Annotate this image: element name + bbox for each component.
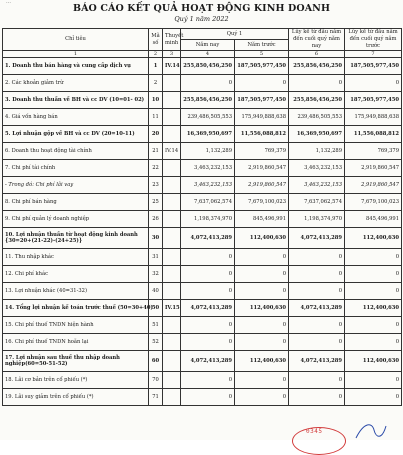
- row-label: 10. Lợi nhuận thuần từ hoạt động kinh doanh {30=20+(21-22)-(24+25)}: [3, 228, 149, 249]
- row-note: [163, 177, 181, 194]
- row-value: 4,072,413,289: [289, 351, 345, 372]
- table-row: [3, 194, 402, 211]
- row-label: 6. Doanh thu hoạt động tài chính: [3, 143, 149, 160]
- row-value: 0: [181, 75, 235, 92]
- page-title: BÁO CÁO KẾT QUẢ HOẠT ĐỘNG KINH DOANH: [72, 3, 331, 14]
- row-note: [163, 228, 181, 249]
- row-code: 26: [149, 211, 163, 228]
- row-value: 0: [289, 283, 345, 300]
- row-value: 845,496,991: [345, 211, 402, 228]
- row-label: 3. Doanh thu thuần về BH và cc DV (10=01- 02): [3, 92, 149, 109]
- row-label: 15. Chi phí thuế TNDN hiện hành: [3, 317, 149, 334]
- table-row: [3, 389, 402, 406]
- row-value: 0: [235, 75, 289, 92]
- row-note: [163, 317, 181, 334]
- row-value: 0: [289, 249, 345, 266]
- col-header-luy-ke-nam-nay: Lũy kế từ đầu năm đến cuối quý năm nay: [289, 29, 345, 51]
- row-value: 0: [235, 317, 289, 334]
- row-label: 16. Chi phí thuế TNDN hoãn lại: [3, 334, 149, 351]
- row-note: [163, 283, 181, 300]
- row-code: 21: [149, 143, 163, 160]
- row-value: 3,463,232,153: [181, 177, 235, 194]
- row-value: 2,919,860,547: [235, 177, 289, 194]
- row-value: 0: [235, 389, 289, 406]
- row-value: 2,919,860,547: [345, 160, 402, 177]
- stamp-number: 0345: [306, 428, 323, 435]
- row-value: 4,072,413,289: [181, 300, 235, 317]
- row-label: 12. Chi phí khác: [3, 266, 149, 283]
- col-header-nam-nay: Năm nay: [181, 40, 235, 51]
- row-value: 0: [345, 249, 402, 266]
- row-note: [163, 211, 181, 228]
- row-value: 1,198,374,970: [181, 211, 235, 228]
- row-value: 0: [345, 317, 402, 334]
- row-value: 845,496,991: [235, 211, 289, 228]
- row-value: 112,400,630: [345, 228, 402, 249]
- row-value: 769,379: [235, 143, 289, 160]
- row-value: 187,505,977,450: [235, 58, 289, 75]
- row-value: 0: [345, 334, 402, 351]
- row-code: 20: [149, 126, 163, 143]
- row-note: IV.15: [163, 300, 181, 317]
- table-row: [3, 109, 402, 126]
- col-header-luy-ke-nam-truoc: Lũy kế từ đầu năm đến cuối quý năm trước: [345, 29, 402, 51]
- income-statement-table: [2, 28, 402, 406]
- col-header-nam-truoc: Năm trước: [235, 40, 289, 51]
- row-label: 11. Thu nhập khác: [3, 249, 149, 266]
- row-label: 2. Các khoản giảm trừ: [3, 75, 149, 92]
- row-value: 112,400,630: [235, 228, 289, 249]
- row-value: 0: [345, 389, 402, 406]
- row-label: 17. Lợi nhuận sau thuế thu nhập doanh nghiệp(60=50-51-52): [3, 351, 149, 372]
- table-row: [3, 266, 402, 283]
- row-value: 175,949,888,638: [345, 109, 402, 126]
- row-value: 7,679,100,023: [235, 194, 289, 211]
- row-value: 112,400,630: [235, 300, 289, 317]
- row-note: [163, 160, 181, 177]
- index-cell: 6: [289, 51, 345, 58]
- row-note: [163, 126, 181, 143]
- table-row: [3, 126, 402, 143]
- col-header-thuyet-minh: Thuyết minh: [163, 29, 181, 51]
- row-value: 0: [181, 266, 235, 283]
- row-value: 3,463,232,153: [181, 160, 235, 177]
- row-note: [163, 75, 181, 92]
- table-row: [3, 160, 402, 177]
- row-value: 4,072,413,289: [181, 351, 235, 372]
- row-value: 3,463,232,153: [289, 160, 345, 177]
- row-code: 32: [149, 266, 163, 283]
- row-value: 255,856,456,250: [289, 58, 345, 75]
- row-note: [163, 194, 181, 211]
- row-value: 769,379: [345, 143, 402, 160]
- row-value: 0: [235, 266, 289, 283]
- row-value: 0: [235, 249, 289, 266]
- row-code: 70: [149, 372, 163, 389]
- row-label: 14. Tổng lợi nhuận kế toán trước thuế (50=30+40): [3, 300, 149, 317]
- row-label: 13. Lợi nhuận khác (40=31-32): [3, 283, 149, 300]
- row-label: 4. Giá vốn hàng bán: [3, 109, 149, 126]
- page-subtitle: Quý 1 năm 2022: [174, 15, 229, 23]
- row-label: 7. Chi phí tài chính: [3, 160, 149, 177]
- row-note: [163, 109, 181, 126]
- row-code: 51: [149, 317, 163, 334]
- row-value: 1,132,289: [289, 143, 345, 160]
- col-header-ma-so: Mã số: [149, 29, 163, 51]
- row-code: 11: [149, 109, 163, 126]
- row-note: [163, 249, 181, 266]
- row-value: 187,505,977,450: [345, 92, 402, 109]
- row-note: IV.14: [163, 58, 181, 75]
- row-code: 2: [149, 75, 163, 92]
- row-value: 11,556,088,812: [345, 126, 402, 143]
- table-row: [3, 92, 402, 109]
- table-row: [3, 317, 402, 334]
- row-value: 255,856,456,250: [289, 92, 345, 109]
- row-value: 11,556,088,812: [235, 126, 289, 143]
- row-value: 0: [345, 372, 402, 389]
- row-value: 3,463,232,153: [289, 177, 345, 194]
- row-value: 7,637,062,574: [181, 194, 235, 211]
- index-cell: 5: [235, 51, 289, 58]
- table-row: [3, 228, 402, 249]
- row-label: 9. Chi phí quản lý doanh nghiệp: [3, 211, 149, 228]
- row-label: 5. Lợi nhuận gộp về BH và cc DV (20=10-11): [3, 126, 149, 143]
- table-row: [3, 300, 402, 317]
- row-value: 239,486,505,553: [181, 109, 235, 126]
- row-value: 0: [181, 317, 235, 334]
- row-code: 25: [149, 194, 163, 211]
- row-value: 187,505,977,450: [235, 92, 289, 109]
- row-value: 1,198,374,970: [289, 211, 345, 228]
- row-value: 255,850,456,250: [181, 58, 235, 75]
- row-code: 1: [149, 58, 163, 75]
- header-fragment: …: [6, 0, 12, 5]
- row-code: 71: [149, 389, 163, 406]
- table-row: [3, 75, 402, 92]
- row-value: 112,400,630: [345, 300, 402, 317]
- table-row: [3, 58, 402, 75]
- row-code: 52: [149, 334, 163, 351]
- row-note: [163, 92, 181, 109]
- row-note: [163, 334, 181, 351]
- row-value: 0: [181, 249, 235, 266]
- row-value: 175,949,888,638: [235, 109, 289, 126]
- table-row: [3, 372, 402, 389]
- col-header-quy-1: Quý 1: [181, 29, 289, 40]
- row-code: 10: [149, 92, 163, 109]
- row-code: 30: [149, 228, 163, 249]
- row-value: 7,679,100,023: [345, 194, 402, 211]
- row-code: 31: [149, 249, 163, 266]
- row-value: 0: [235, 334, 289, 351]
- row-value: 187,505,977,450: [345, 58, 402, 75]
- row-value: 0: [289, 389, 345, 406]
- table-row: [3, 249, 402, 266]
- index-cell: 4: [181, 51, 235, 58]
- row-code: 60: [149, 351, 163, 372]
- row-code: 40: [149, 283, 163, 300]
- row-code: 50: [149, 300, 163, 317]
- row-note: IV.14: [163, 143, 181, 160]
- header-row: [3, 29, 402, 40]
- row-value: 2,919,860,547: [235, 160, 289, 177]
- row-label: 1. Doanh thu bán hàng và cung cấp dịch vụ: [3, 58, 149, 75]
- column-index-row: [3, 51, 402, 58]
- row-value: 0: [345, 283, 402, 300]
- index-cell: 2: [149, 51, 163, 58]
- row-value: 112,400,630: [345, 351, 402, 372]
- row-label: 19. Lãi suy giảm trên cổ phiếu (*): [3, 389, 149, 406]
- row-label: 18. Lãi cơ bản trên cổ phiếu (*): [3, 372, 149, 389]
- table-row: [3, 177, 402, 194]
- table-row: [3, 283, 402, 300]
- row-value: 0: [235, 372, 289, 389]
- row-value: 0: [235, 283, 289, 300]
- row-label: - Trong đó: Chi phí lãi vay: [3, 177, 149, 194]
- index-cell: 1: [3, 51, 149, 58]
- row-value: 0: [289, 334, 345, 351]
- row-value: 0: [345, 266, 402, 283]
- row-value: 0: [181, 389, 235, 406]
- row-value: 0: [289, 266, 345, 283]
- index-cell: 7: [345, 51, 402, 58]
- signature: [350, 420, 390, 442]
- row-code: 22: [149, 160, 163, 177]
- row-value: 4,072,413,289: [289, 300, 345, 317]
- row-value: 7,637,062,574: [289, 194, 345, 211]
- row-value: 0: [181, 372, 235, 389]
- row-value: 16,369,950,697: [181, 126, 235, 143]
- row-label: 8. Chi phí bán hàng: [3, 194, 149, 211]
- table-row: [3, 211, 402, 228]
- row-value: 1,132,289: [181, 143, 235, 160]
- row-value: 0: [289, 317, 345, 334]
- row-note: [163, 372, 181, 389]
- row-note: [163, 266, 181, 283]
- row-value: 0: [289, 75, 345, 92]
- row-value: 0: [289, 372, 345, 389]
- row-value: 112,400,630: [235, 351, 289, 372]
- table-row: [3, 351, 402, 372]
- col-header-chi-tieu: Chỉ tiêu: [3, 29, 149, 51]
- row-value: 0: [181, 283, 235, 300]
- row-value: 255,856,456,250: [181, 92, 235, 109]
- row-note: [163, 389, 181, 406]
- table-row: [3, 143, 402, 160]
- row-value: 0: [181, 334, 235, 351]
- row-value: 239,486,505,553: [289, 109, 345, 126]
- row-value: 16,369,950,697: [289, 126, 345, 143]
- row-value: 4,072,413,289: [289, 228, 345, 249]
- index-cell: 3: [163, 51, 181, 58]
- row-code: 23: [149, 177, 163, 194]
- table-row: [3, 334, 402, 351]
- row-value: 0: [345, 75, 402, 92]
- row-note: [163, 351, 181, 372]
- row-value: 2,919,860,547: [345, 177, 402, 194]
- row-value: 4,072,413,289: [181, 228, 235, 249]
